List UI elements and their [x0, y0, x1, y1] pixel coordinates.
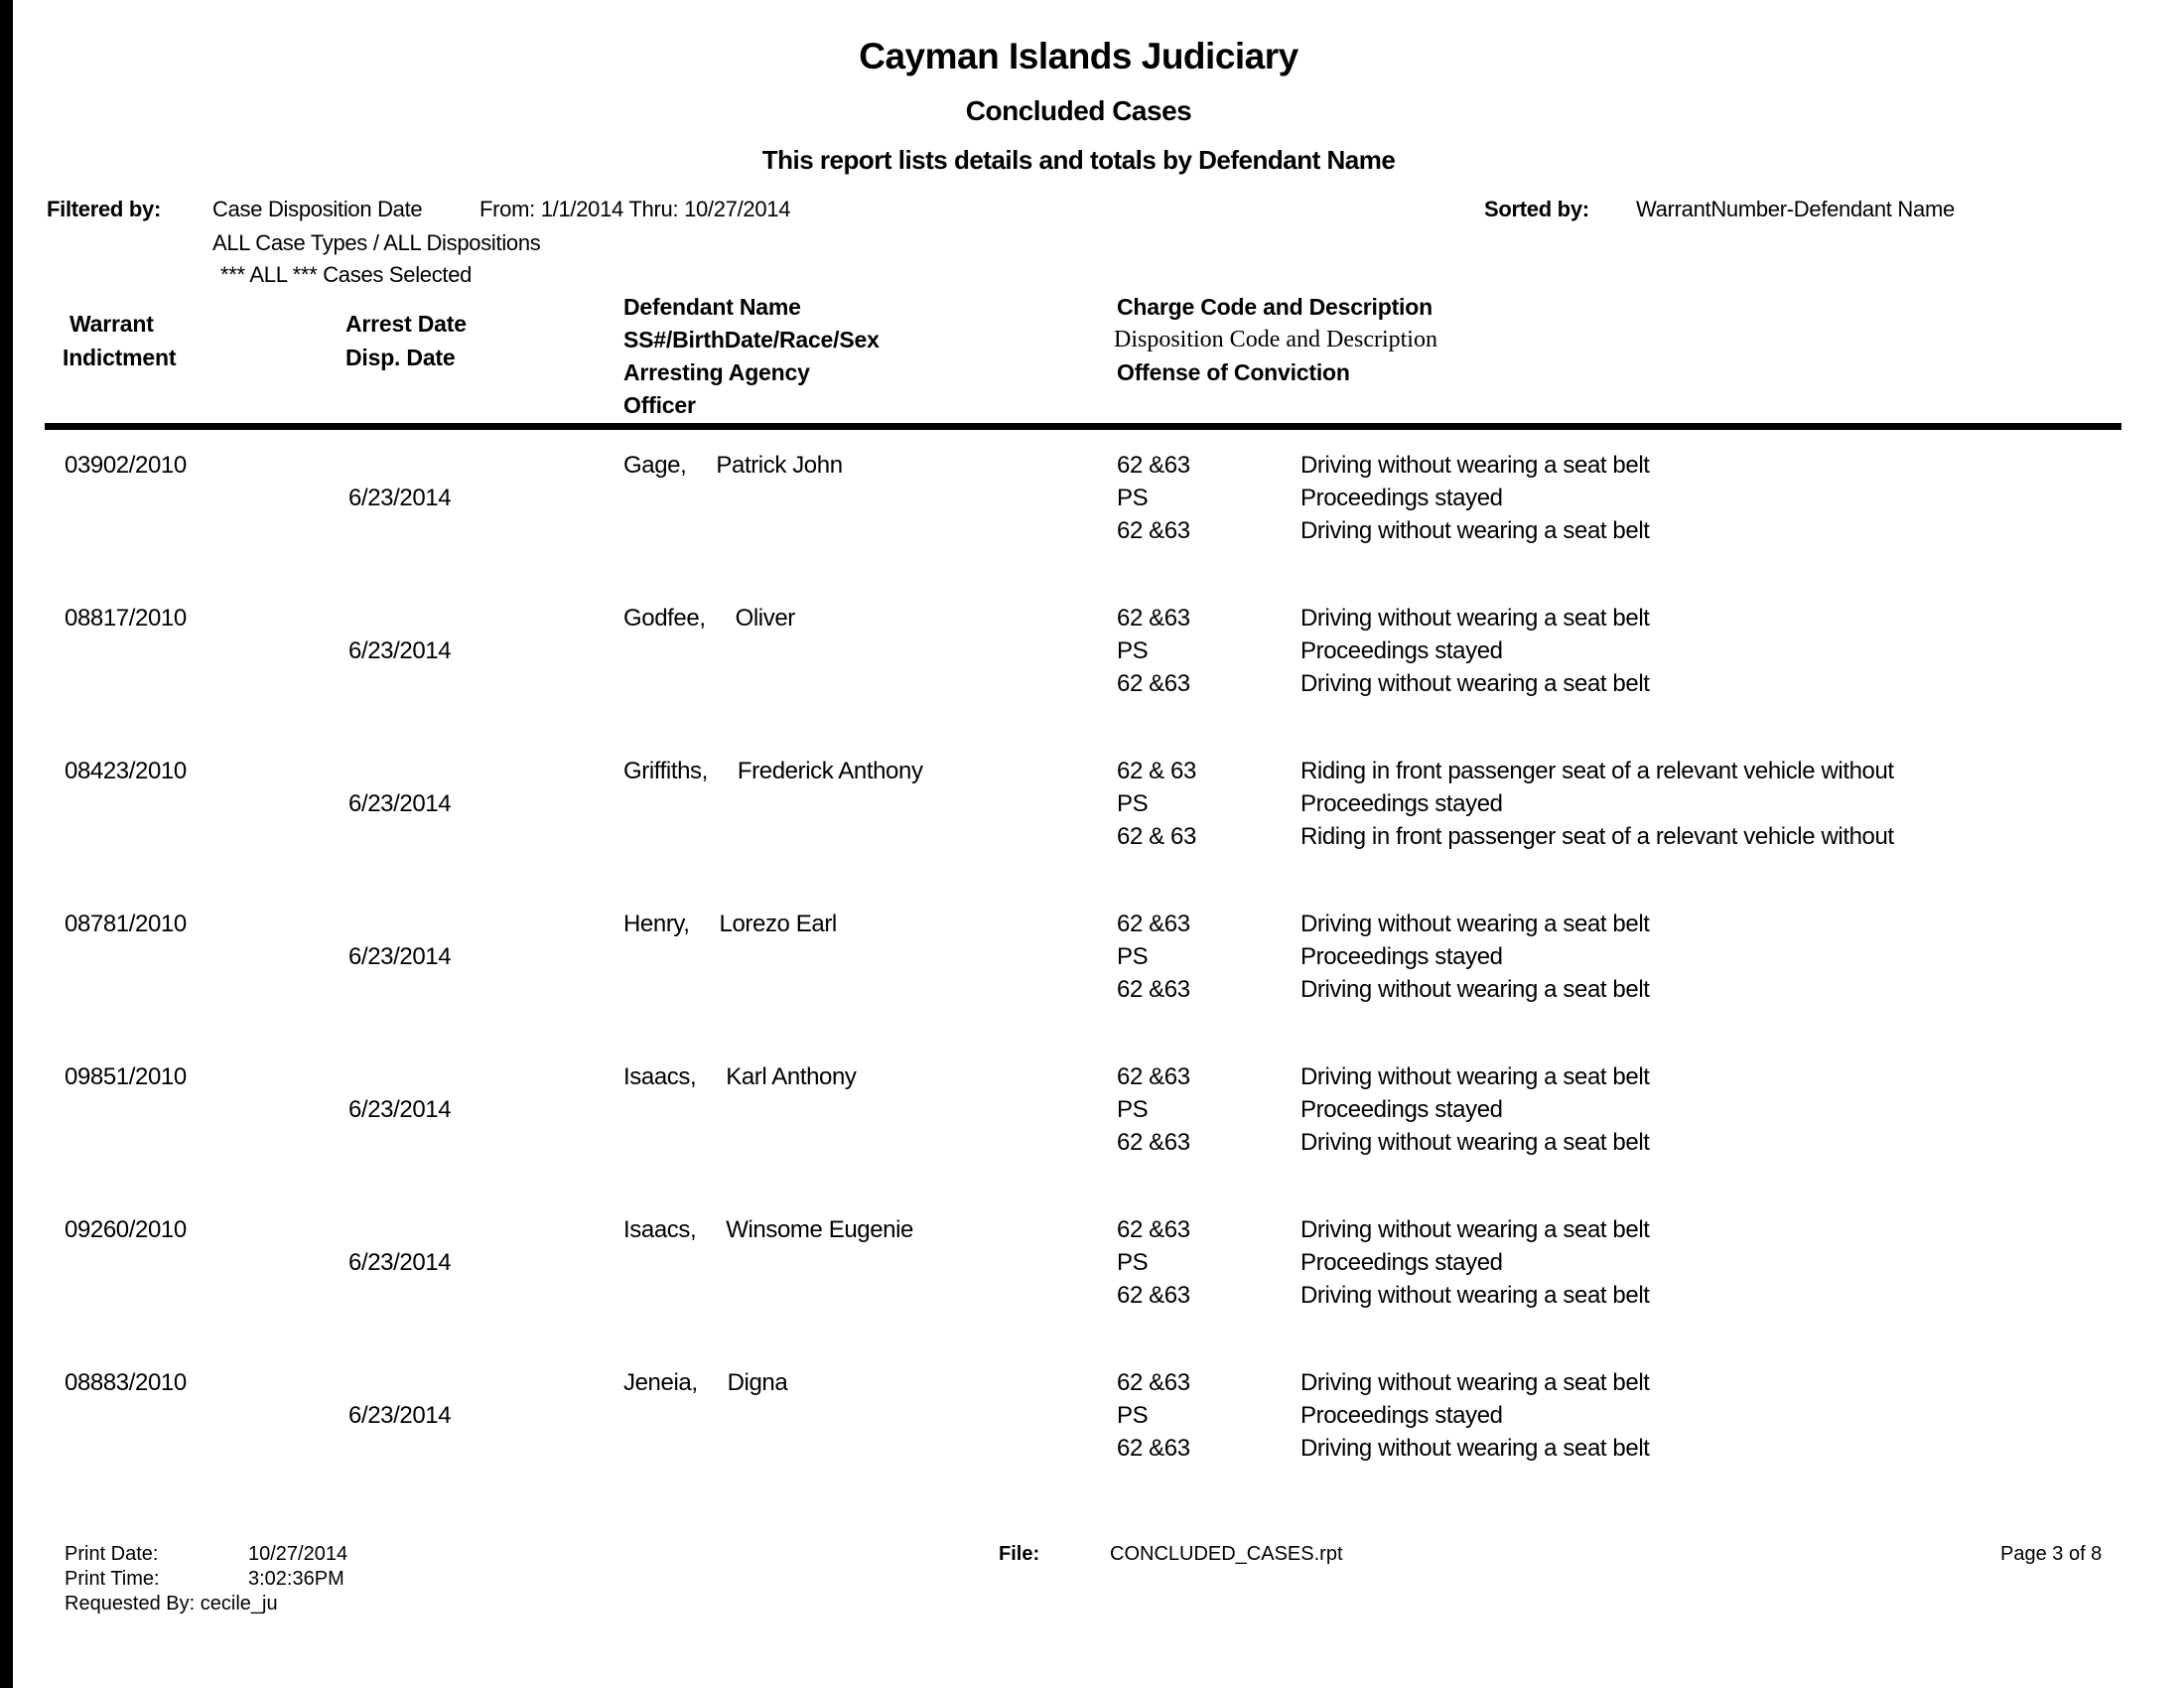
report-subtitle: Concluded Cases — [965, 95, 1192, 126]
print-time-label: Print Time: — [65, 1568, 160, 1590]
warrant-number: 08883/2010 — [65, 1369, 187, 1396]
print-time-value: 3:02:36PM — [248, 1568, 344, 1590]
charge-description: Proceedings stayed — [1300, 637, 1503, 664]
charge-line — [0, 452, 2184, 485]
charge-description: Proceedings stayed — [1300, 1096, 1503, 1123]
sorted-by-value: WarrantNumber-Defendant Name — [1636, 197, 1955, 221]
charge-code: 62 &63 — [1117, 911, 1190, 937]
page-title: Cayman Islands Judiciary — [859, 36, 1298, 76]
warrant-number: 09851/2010 — [65, 1063, 187, 1090]
table-row — [0, 1063, 2184, 1216]
disposition-date: 6/23/2014 — [348, 943, 452, 970]
defendant-last-name: Griffiths, — [623, 758, 708, 784]
table-row — [0, 605, 2184, 758]
requested-by-label: Requested By: — [65, 1593, 196, 1615]
disposition-date: 6/23/2014 — [348, 1402, 452, 1429]
disposition-date: 6/23/2014 — [348, 637, 452, 664]
print-date-value: 10/27/2014 — [248, 1543, 348, 1565]
charge-code: 62 & 63 — [1117, 758, 1196, 784]
charge-line — [0, 1435, 2184, 1468]
charge-code: PS — [1117, 637, 1149, 664]
charge-line — [0, 1369, 2184, 1402]
charge-line — [0, 976, 2184, 1009]
header-divider-rule — [45, 423, 2121, 430]
charge-description: Riding in front passenger seat of a relevant vehicle without — [1300, 823, 1894, 850]
column-header-indictment: Indictment — [63, 345, 177, 370]
charge-description: Driving without wearing a seat belt — [1300, 517, 1650, 544]
charge-code: 62 &63 — [1117, 976, 1190, 1003]
charge-description: Proceedings stayed — [1300, 1249, 1503, 1276]
defendant-last-name: Godfee, — [623, 605, 706, 632]
table-row — [0, 758, 2184, 911]
charge-code: 62 &63 — [1117, 1282, 1190, 1309]
charge-code: 62 &63 — [1117, 1129, 1190, 1156]
charge-line — [0, 1096, 2184, 1129]
disposition-date: 6/23/2014 — [348, 790, 452, 817]
column-header-defendant-name: Defendant Name — [623, 294, 801, 320]
filter-field: Case Disposition Date — [212, 197, 423, 221]
charge-line — [0, 911, 2184, 943]
defendant-last-name: Gage, — [623, 452, 687, 479]
print-date-label: Print Date: — [65, 1543, 159, 1565]
disposition-date: 6/23/2014 — [348, 485, 452, 511]
charge-code: PS — [1117, 1402, 1149, 1429]
column-header-arresting-agency: Arresting Agency — [623, 359, 810, 385]
charge-description: Driving without wearing a seat belt — [1300, 1369, 1650, 1396]
requested-by-value: cecile_ju — [200, 1593, 278, 1615]
warrant-number: 03902/2010 — [65, 452, 187, 479]
charge-description: Driving without wearing a seat belt — [1300, 976, 1650, 1003]
charge-line — [0, 1063, 2184, 1096]
charge-line — [0, 758, 2184, 790]
charge-code: 62 & 63 — [1117, 823, 1196, 850]
defendant-first-name: Winsome Eugenie — [726, 1216, 914, 1243]
defendant-last-name: Isaacs, — [623, 1216, 697, 1243]
filter-date-range: From: 1/1/2014 Thru: 10/27/2014 — [479, 197, 791, 221]
charge-description: Driving without wearing a seat belt — [1300, 670, 1650, 697]
defendant-first-name: Patrick John — [716, 452, 843, 479]
warrant-number: 08423/2010 — [65, 758, 187, 784]
charge-code: PS — [1117, 943, 1149, 970]
charge-line — [0, 517, 2184, 550]
charge-code: 62 &63 — [1117, 605, 1190, 632]
charge-description: Driving without wearing a seat belt — [1300, 1129, 1650, 1156]
disposition-date: 6/23/2014 — [348, 1249, 452, 1276]
warrant-number: 09260/2010 — [65, 1216, 187, 1243]
requested-by — [65, 1593, 278, 1616]
defendant-last-name: Isaacs, — [623, 1063, 697, 1090]
charge-description: Proceedings stayed — [1300, 1402, 1503, 1429]
charge-code: 62 &63 — [1117, 1435, 1190, 1462]
defendant-first-name: Digna — [727, 1369, 788, 1396]
file-label: File: — [999, 1543, 1040, 1565]
charge-code: PS — [1117, 1249, 1149, 1276]
charge-code: 62 &63 — [1117, 1216, 1190, 1243]
charge-line — [0, 1129, 2184, 1162]
charge-description: Proceedings stayed — [1300, 485, 1503, 511]
column-header-warrant: Warrant — [69, 311, 154, 337]
column-header-officer: Officer — [623, 392, 696, 418]
warrant-number: 08781/2010 — [65, 911, 187, 937]
charge-description: Driving without wearing a seat belt — [1300, 452, 1650, 479]
defendant-first-name: Karl Anthony — [726, 1063, 857, 1090]
charge-description: Driving without wearing a seat belt — [1300, 1216, 1650, 1243]
charge-code: 62 &63 — [1117, 517, 1190, 544]
charge-description: Driving without wearing a seat belt — [1300, 1063, 1650, 1090]
filter-cases-selected: *** ALL *** Cases Selected — [220, 262, 473, 287]
table-row — [0, 1369, 2184, 1522]
charge-line — [0, 637, 2184, 670]
column-header-charge-code: Charge Code and Description — [1117, 294, 1433, 320]
charge-description: Riding in front passenger seat of a relevant vehicle without — [1300, 758, 1894, 784]
charge-description: Proceedings stayed — [1300, 790, 1503, 817]
column-header-offense: Offense of Conviction — [1117, 359, 1350, 385]
charge-code: PS — [1117, 485, 1149, 511]
page-indicator: Page 3 of 8 — [2000, 1543, 2103, 1565]
defendant-first-name: Lorezo Earl — [719, 911, 837, 937]
file-value: CONCLUDED_CASES.rpt — [1110, 1543, 1343, 1565]
sorted-by-label: Sorted by: — [1484, 197, 1589, 221]
defendant-first-name: Oliver — [735, 605, 795, 632]
charge-line — [0, 1216, 2184, 1249]
table-row — [0, 1216, 2184, 1369]
charge-description: Proceedings stayed — [1300, 943, 1503, 970]
defendant-last-name: Jeneia, — [623, 1369, 698, 1396]
charge-description: Driving without wearing a seat belt — [1300, 1435, 1650, 1462]
defendant-last-name: Henry, — [623, 911, 690, 937]
column-header-disposition-code: Disposition Code and Description — [1114, 327, 1437, 352]
charge-line — [0, 605, 2184, 637]
charge-description: Driving without wearing a seat belt — [1300, 911, 1650, 937]
charge-line — [0, 670, 2184, 703]
column-header-arrest-date: Arrest Date — [345, 311, 467, 337]
charge-code: 62 &63 — [1117, 670, 1190, 697]
charge-code: 62 &63 — [1117, 1063, 1190, 1090]
column-header-ss-birthdate: SS#/BirthDate/Race/Sex — [623, 327, 880, 352]
column-header-disp-date: Disp. Date — [345, 345, 456, 370]
charge-line — [0, 485, 2184, 517]
disposition-date: 6/23/2014 — [348, 1096, 452, 1123]
charge-code: 62 &63 — [1117, 1369, 1190, 1396]
charge-line — [0, 1402, 2184, 1435]
charge-line — [0, 1282, 2184, 1315]
charge-code: 62 &63 — [1117, 452, 1190, 479]
charge-description: Driving without wearing a seat belt — [1300, 1282, 1650, 1309]
charge-line — [0, 1249, 2184, 1282]
charge-line — [0, 823, 2184, 856]
filter-case-types: ALL Case Types / ALL Dispositions — [212, 230, 541, 255]
warrant-number: 08817/2010 — [65, 605, 187, 632]
charge-code: PS — [1117, 790, 1149, 817]
table-row — [0, 911, 2184, 1063]
charge-line — [0, 943, 2184, 976]
defendant-first-name: Frederick Anthony — [737, 758, 923, 784]
report-description: This report lists details and totals by Defendant Name — [761, 145, 1396, 175]
charge-line — [0, 790, 2184, 823]
charge-code: PS — [1117, 1096, 1149, 1123]
table-row — [0, 452, 2184, 605]
filtered-by-label: Filtered by: — [47, 197, 161, 221]
charge-description: Driving without wearing a seat belt — [1300, 605, 1650, 632]
